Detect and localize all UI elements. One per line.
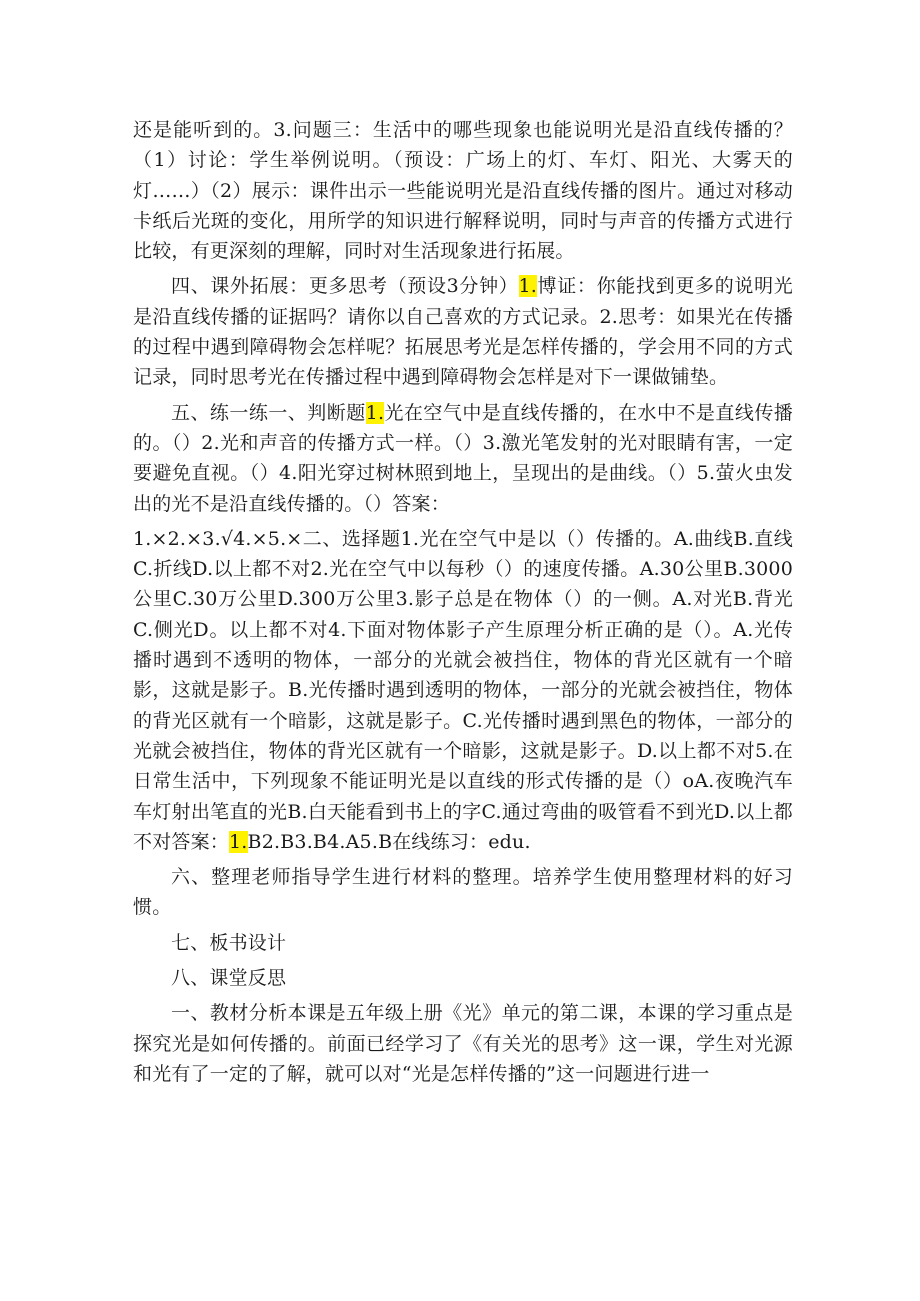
text-run: 六、整理老师指导学生进行材料的整理。培养学生使用整理材料的好习惯。 [133,866,793,919]
text-run: 还是能听到的。3.问题三：生活中的哪些现象也能说明光是沿直线传播的？（1）讨论：学生举例说明。（预设：广场上的灯、车灯、阳光、大雾天的灯……）（2）展示：课件出示一些能说明光是沿直线传播的图片。通过对移动卡纸后光斑的变化，用所学的知识进行解释说明，同时与声音的传播方式进行比较，有更深刻的理解，同时对生活现象进行拓展。 [133,119,793,263]
text-run: 八、课堂反思 [171,967,287,990]
text-run: 一、教材分析本课是五年级上册《光》单元的第二课，本课的学习重点是探究光是如何传播的。前面已经学习了《有关光的思考》这一课，学生对光源和光有了一定的了解，就可以对“光是怎样传播的”这一问题进行进一 [133,1002,793,1085]
paragraph-organize [133,862,793,923]
text-run: B2.B3.B4.A5.B在线练习：edu. [247,830,531,853]
text-run: 博证：你能找到更多的说明光是沿直线传播的证据吗？请你以自己喜欢的方式记录。2.思考：如果光在传播的过程中遇到障碍物会怎样呢？拓展思考光是怎样传播的，学会用不同的方式记录，同时思考光在传播过程中遇到障碍物会怎样是对下一课做铺垫。 [133,275,793,389]
text-run: 五、练一练一、判断题 [171,401,366,424]
paragraph-material-analysis [133,998,793,1089]
paragraph-extension [133,271,793,392]
highlighted-number: 1. [518,275,538,298]
document-body [133,115,793,1094]
highlighted-number: 1. [229,830,248,853]
text-run: 七、板书设计 [171,931,287,954]
text-run: 光在空气中是直线传播的，在水中不是直线传播的。（）2.光和声音的传播方式一样。（）3.激光笔发射的光对眼睛有害，一定要避免直视。（）4.阳光穿过树林照到地上，呈现出的是曲线。（）5.萤火虫发出的光不是沿直线传播的。（）答案： [133,401,793,515]
paragraph-practice [133,398,793,519]
highlighted-number: 1. [365,401,385,424]
paragraph-1 [133,115,793,266]
text-run: 四、课外拓展：更多思考（预设3分钟） [171,275,519,298]
heading-board-design [133,928,793,958]
paragraph-answers-choices [133,524,793,857]
heading-reflection [133,963,793,993]
text-run: 1.×2.×3.√4.×5.×二、选择题1.光在空气中是以（）传播的。A.曲线B.直线C.折线D.以上都不对2.光在空气中以每秒（）的速度传播。A.30公里B.3000公里C.30万公里D.300万公里3.影子总是在物体（）的一侧。A.对光B.背光C.侧光D。以上都不对4.下面对物体影子产生原理分析正确的是（）。A.光传播时遇到不透明的物体，一部分的光就会被挡住，物体的背光区就有一个暗影，这就是影子。B.光传播时遇到透明的物体，一部分的光就会被挡住，物体的背光区就有一个暗影，这就是影子。C.光传播时遇到黑色的物体，一部分的光就会被挡住，物体的背光区就有一个暗影，这就是影子。D.以上都不对5.在日常生活中，下列现象不能证明光是以直线的形式传播的是（）oA.夜晚汽车车灯射出笔直的光B.白天能看到书上的字C.通过弯曲的吸管看不到光D.以上都不对答案： [133,527,793,853]
